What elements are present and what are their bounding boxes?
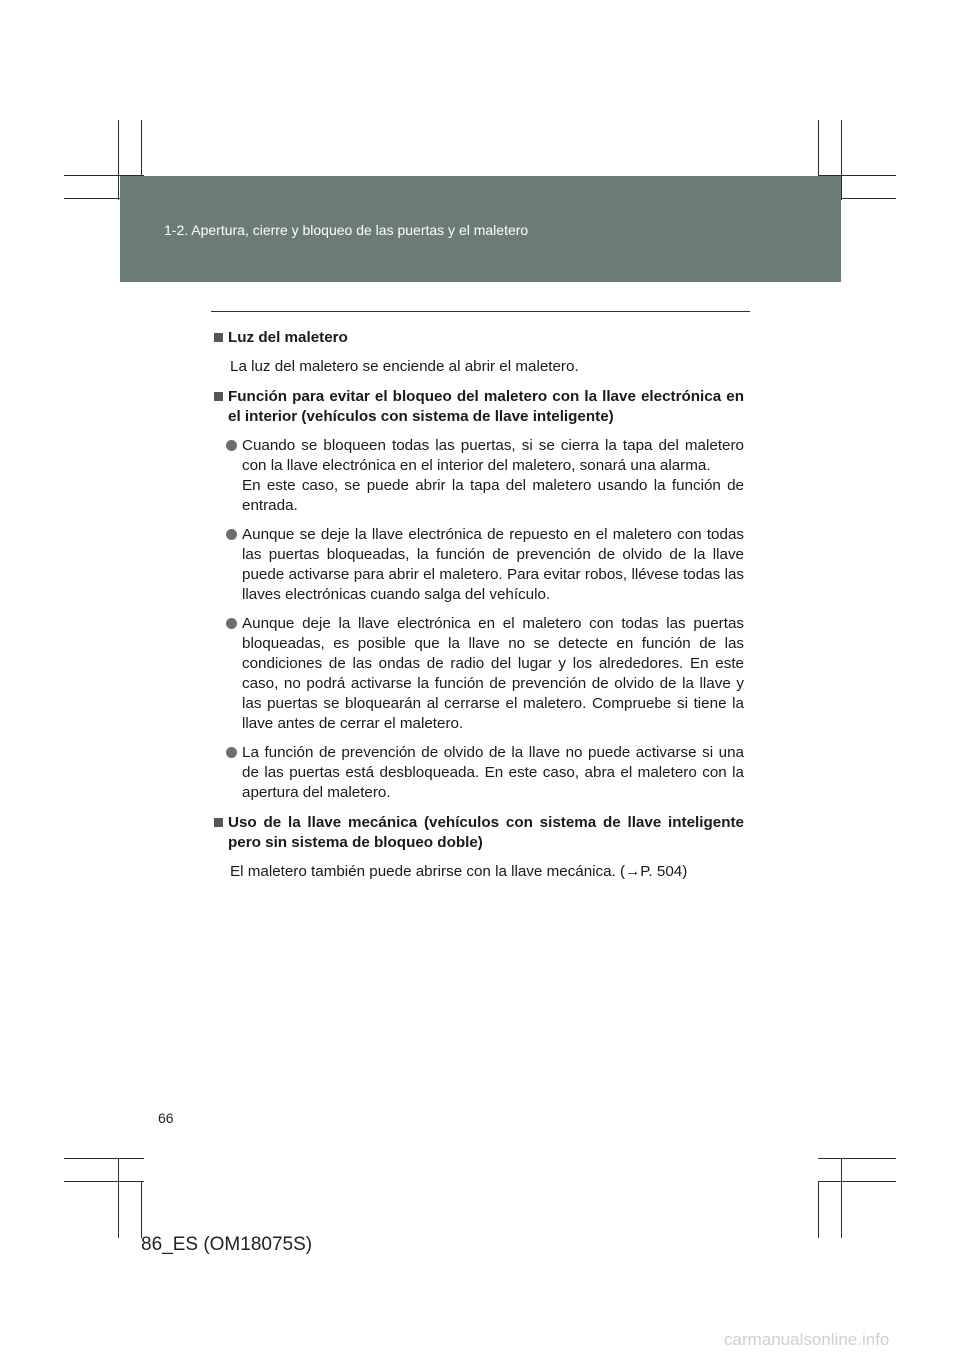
content-divider [211, 311, 750, 312]
list-item [226, 525, 744, 605]
circle-bullet-icon [226, 747, 237, 758]
crop-mark-bottom-right-h1 [818, 1158, 896, 1159]
crop-mark-bottom-left-h2 [64, 1181, 144, 1182]
crop-mark-top-right-v2 [841, 120, 842, 200]
section-mechanical-key [214, 813, 744, 882]
crop-mark-bottom-left-v2 [141, 1181, 142, 1238]
section-key-lockout-prevention [214, 387, 744, 803]
section-header-band [120, 176, 841, 282]
watermark: carmanualsonline.info [724, 1330, 890, 1349]
section-heading [214, 813, 744, 853]
section-trunk-light [214, 328, 744, 377]
circle-bullet-icon [226, 440, 237, 451]
circle-bullet-icon [226, 618, 237, 629]
crop-mark-bottom-right-v2 [841, 1158, 842, 1238]
square-bullet-icon [214, 818, 223, 827]
list-item-text: Cuando se bloqueen todas las puertas, si se cierra la tapa del maletero con la llave electrónica en el interior del maletero, sonará una alarma. [242, 437, 744, 474]
list-item-text: Aunque se deje la llave electrónica de repuesto en el maletero con todas las puertas bloqueadas, la función de prevención de olvido de la llave puede activarse para abrir el maletero. Para evitar robos, llévese todas las llaves electrónicas cuando salga del vehículo. [242, 526, 744, 603]
page-content [214, 328, 744, 892]
list-item-text: En este caso, se puede abrir la tapa del maletero usando la función de entrada. [242, 477, 744, 514]
crop-mark-bottom-right-v1 [818, 1181, 819, 1238]
circle-bullet-icon [226, 529, 237, 540]
crop-mark-bottom-left-h1 [64, 1158, 144, 1159]
list-item [226, 614, 744, 734]
crop-mark-bottom-right-h2 [818, 1181, 896, 1182]
crop-mark-top-left-v1 [118, 120, 119, 200]
list-item [226, 743, 744, 803]
section-paragraph: El maletero también puede abrirse con la llave mecánica. (→P. 504) [230, 863, 688, 880]
section-title: 1-2. Apertura, cierre y bloqueo de las puertas y el maletero [164, 222, 529, 238]
crop-mark-bottom-left-v1 [118, 1158, 119, 1238]
section-heading-text: Función para evitar el bloqueo del maletero con la llave electrónica en el interior (vehículos con sistema de llave inteligente) [228, 388, 744, 425]
list-item-text: La función de prevención de olvido de la llave no puede activarse si una de las puertas está desbloqueada. En este caso, abra el maletero con la apertura del maletero. [242, 744, 744, 801]
list-item-text: Aunque deje la llave electrónica en el maletero con todas las puertas bloqueadas, es posible que la llave no se detecte en función de las condiciones de las ondas de radio del lugar y los alrededores. En este caso, no podrá activarse la función de prevención de olvido de la llave y las puertas se bloquearán al cerrarse el maletero. Compruebe si tiene la llave antes de cerrar el maletero. [242, 615, 744, 732]
square-bullet-icon [214, 392, 223, 401]
section-paragraph: La luz del maletero se enciende al abrir el maletero. [230, 358, 579, 375]
list-item-body [242, 436, 744, 516]
list-item [226, 436, 744, 516]
page-number: 66 [158, 1110, 174, 1126]
square-bullet-icon [214, 333, 223, 342]
section-heading [214, 387, 744, 427]
section-heading-text: Luz del maletero [228, 329, 348, 346]
document-code: 86_ES (OM18075S) [141, 1234, 313, 1255]
section-heading [214, 328, 744, 348]
section-heading-text: Uso de la llave mecánica (vehículos con sistema de llave inteligente pero sin sistema de bloqueo doble) [228, 814, 744, 851]
